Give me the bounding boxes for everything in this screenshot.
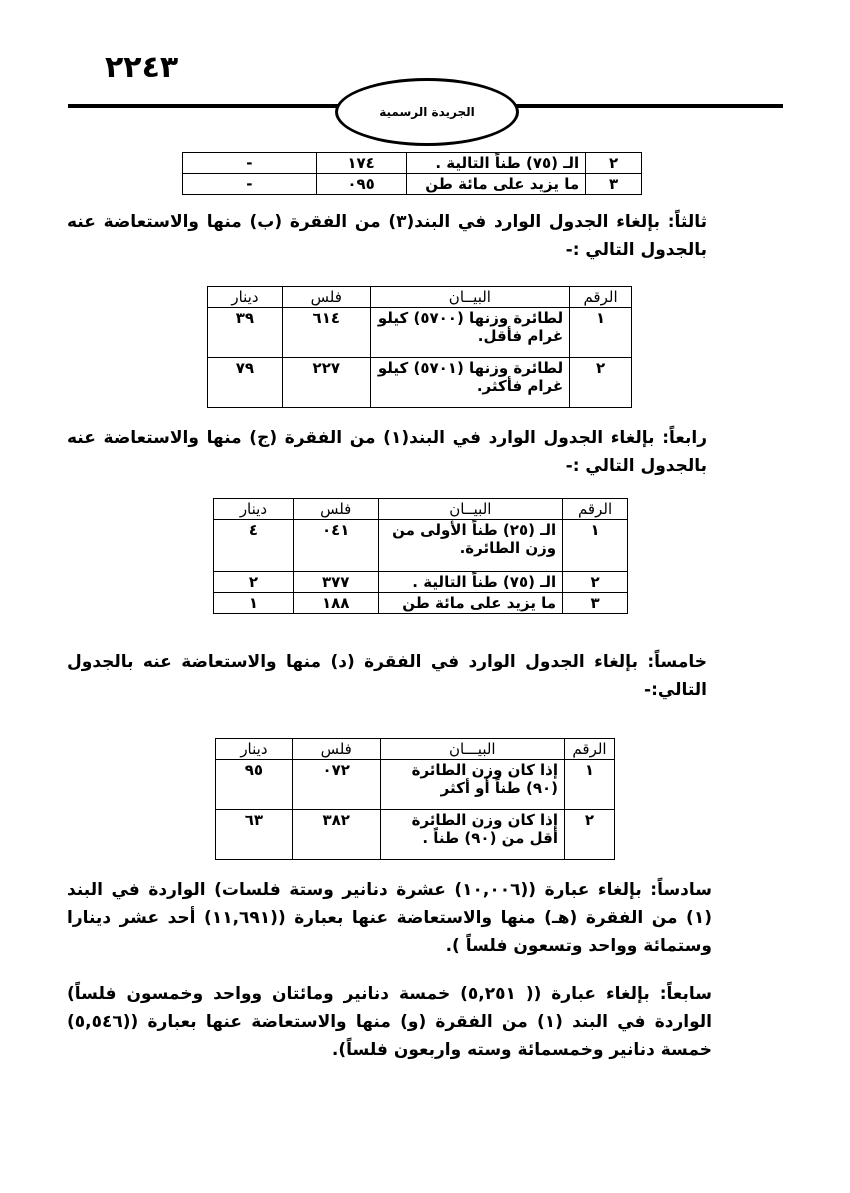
- table-row: [216, 810, 615, 860]
- header-dinar: دينار: [214, 499, 294, 520]
- row-number: ١: [563, 520, 628, 572]
- page-number: ٢٢٤٣: [105, 50, 179, 85]
- row-dinar: ٢: [214, 572, 294, 593]
- row-fils: ١٨٨: [293, 593, 378, 614]
- row-description: إذا كان وزن الطائرة (٩٠) طناً أو أكثر: [380, 760, 564, 810]
- header-fils: فلس: [282, 287, 370, 308]
- row-fils: ٣٨٢: [292, 810, 380, 860]
- row-number: ١: [565, 760, 615, 810]
- paragraph-sixth: سادساً: بإلغاء عبارة ((١٠,٠٠٦) عشرة دنانير وستة فلسات) الواردة في البند (١) من الفقرة (هـ) منها والاستعاضة عنها بعبارة ((١١,٦٩١) أحد عشر دينارا وستمائة وواحد وتسعون فلساً ).: [67, 880, 712, 956]
- row-fils: ٦١٤: [282, 308, 370, 358]
- row-fils: ٢٢٧: [282, 358, 370, 408]
- row-dinar: -: [183, 153, 317, 174]
- row-number: ٢: [565, 810, 615, 860]
- header-number: الرقم: [570, 287, 632, 308]
- table-header-row: [208, 287, 632, 308]
- header-number: الرقم: [563, 499, 628, 520]
- table-row: [214, 593, 628, 614]
- table-row: [208, 308, 632, 358]
- row-number: ٣: [586, 174, 642, 195]
- table-row: [214, 520, 628, 572]
- row-description: لطائرة وزنها (٥٧٠٠) كيلو غرام فأقل.: [370, 308, 569, 358]
- header-title: الجريدة الرسمية: [379, 105, 475, 119]
- table-header-row: [216, 739, 615, 760]
- row-dinar: ٤: [214, 520, 294, 572]
- row-number: ٢: [570, 358, 632, 408]
- row-number: ٢: [586, 153, 642, 174]
- row-number: ٢: [563, 572, 628, 593]
- table-row: [208, 358, 632, 408]
- row-description: ما يزيد على مائة طن: [378, 593, 562, 614]
- row-dinar: ١: [214, 593, 294, 614]
- paragraph-fourth: رابعاً: بإلغاء الجدول الوارد في البند(١) من الفقرة (ج) منها والاستعاضة عنه بالجدول التالي :-: [67, 428, 707, 476]
- table-header-row: [214, 499, 628, 520]
- table-fourth: [213, 498, 628, 614]
- paragraph-third: ثالثاً: بإلغاء الجدول الوارد في البند(٣) من الفقرة (ب) منها والاستعاضة عنه بالجدول التالي :-: [67, 212, 707, 260]
- paragraph-fifth: خامساً: بإلغاء الجدول الوارد في الفقرة (د) منها والاستعاضة عنه بالجدول التالي:-: [67, 652, 707, 700]
- header-dinar: دينار: [216, 739, 293, 760]
- header-fils: فلس: [293, 499, 378, 520]
- row-dinar: ٩٥: [216, 760, 293, 810]
- header-description: البيــان: [370, 287, 569, 308]
- header-fils: فلس: [292, 739, 380, 760]
- header-number: الرقم: [565, 739, 615, 760]
- row-fils: ٠٩٥: [316, 174, 406, 195]
- row-dinar: ٣٩: [208, 308, 283, 358]
- header-oval: [335, 78, 519, 146]
- row-description: الـ (٢٥) طناً الأولى من وزن الطائرة.: [378, 520, 562, 572]
- table-row: [183, 153, 642, 174]
- row-dinar: ٦٣: [216, 810, 293, 860]
- table-fifth: [215, 738, 615, 860]
- row-description: ما يزيد على مائة طن: [406, 174, 586, 195]
- header-description: البيــان: [378, 499, 562, 520]
- header-dinar: دينار: [208, 287, 283, 308]
- header-description: البيـــان: [380, 739, 564, 760]
- row-description: الـ (٧٥) طناً التالية .: [406, 153, 586, 174]
- row-dinar: -: [183, 174, 317, 195]
- row-description: لطائرة وزنها (٥٧٠١) كيلو غرام فأكثر.: [370, 358, 569, 408]
- paragraph-seventh: سابعاً: بإلغاء عبارة (( ٥,٢٥١) خمسة دنانير ومائتان وواحد وخمسون فلساً) الواردة في البند (١) من الفقرة (و) منها والاستعاضة عنها بعبارة ((٥,٥٤٦) خمسة دنانير وخمسمائة وسته واربعون فلساً).: [67, 984, 712, 1060]
- row-number: ١: [570, 308, 632, 358]
- row-fils: ٠٤١: [293, 520, 378, 572]
- table-third: [207, 286, 632, 408]
- row-fils: ٣٧٧: [293, 572, 378, 593]
- table-row: [214, 572, 628, 593]
- row-fils: ١٧٤: [316, 153, 406, 174]
- row-fils: ٠٧٢: [292, 760, 380, 810]
- table-row: [216, 760, 615, 810]
- row-number: ٣: [563, 593, 628, 614]
- row-dinar: ٧٩: [208, 358, 283, 408]
- table-row: [183, 174, 642, 195]
- row-description: إذا كان وزن الطائرة أقل من (٩٠) طناً .: [380, 810, 564, 860]
- table-continued: [182, 152, 642, 195]
- row-description: الـ (٧٥) طناً التالية .: [378, 572, 562, 593]
